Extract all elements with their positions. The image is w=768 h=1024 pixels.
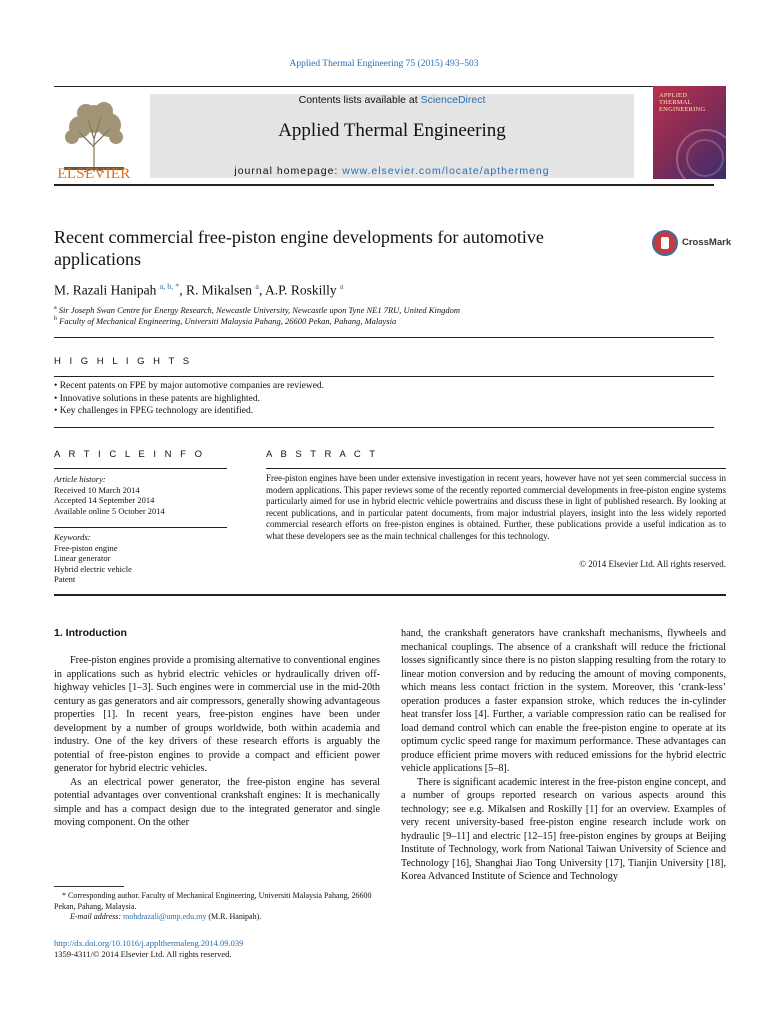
author-affil-marker[interactable]: a	[340, 282, 344, 291]
abstract-heading: A B S T R A C T	[266, 449, 379, 460]
doi-link[interactable]: http://dx.doi.org/10.1016/j.applthermaleng.2014.09.039	[54, 938, 244, 948]
keyword: Patent	[54, 574, 76, 584]
affiliation-marker: b	[54, 316, 57, 323]
author-list: M. Razali Hanipah $^{a, b, *}$, R. Mikalsen $^a$, A.P. Roskilly $^a$	[54, 282, 344, 298]
sciencedirect-link[interactable]: ScienceDirect	[420, 94, 486, 106]
affiliation	[54, 305, 460, 315]
highlight-item: • Recent patents on FPE by major automotive companies are reviewed.	[54, 380, 324, 393]
footnote-rule	[54, 886, 124, 887]
email-suffix: (M.R. Hanipah).	[206, 912, 262, 921]
email-line	[54, 912, 380, 923]
paragraph: hand, the crankshaft generators have crankshaft mechanisms, flywheels and mechanical couplings. The absence of a crankshaft will reduce the frictional losses significantly since there is no piston slapping resulting from the rotary to linear motion conversion and by reducing the amount of moving components, which means less contact friction in the system. Moreover, this ‘crank-less’ operation produces a faster expansion stroke, which reduces the in-cylinder heat transfer loss [4]. Further, a variable compression ratio can be realised for load demand control which can enable the free-piston engine to operate at its optimum cyclic speed range for maximum performance. These advantages can produce efficient prime movers with reduced emissions for the hybrid electric vehicle applications [5–8].	[401, 628, 726, 774]
keywords-label: Keywords:	[54, 532, 91, 542]
footnote	[54, 891, 380, 923]
crossmark-icon	[652, 230, 678, 256]
highlights-rule	[54, 376, 714, 377]
right-column	[401, 627, 726, 884]
journal-name: Applied Thermal Engineering	[278, 120, 506, 141]
affiliation-text: Sir Joseph Swan Centre for Energy Research, Newcastle University, Newcastle upon Tyne NE1 7RU, United Kingdom	[58, 305, 460, 315]
abstract-text: Free-piston engines have been under extensive investigation in recent years, however have not yet seen commercial success in modern applications. This paper reviews some of the recently reported commercial developments in free-piston engine systems particularly aimed for use in hybrid electric vehicle powertrains and discuss these in light of published research. By looking at recent publications, and in particular patent documents, from major industrial players, insight into the less widely reported commercial research efforts on free-piston engines is obtained. Further, these publications provide a useful indication as to what these developers see as the main technical challenges for this technology.	[266, 473, 726, 541]
email-label: E-mail address:	[70, 912, 124, 921]
header-top-rule	[54, 86, 714, 87]
cover-title	[659, 93, 705, 113]
article-title: Recent commercial free-piston engine developments for automotive applications	[54, 227, 544, 269]
keyword: Free-piston engine	[54, 542, 118, 553]
homepage-prefix: journal homepage:	[234, 165, 343, 177]
highlight-item: • Innovative solutions in these patents are highlighted.	[54, 393, 324, 406]
homepage-link[interactable]: www.elsevier.com/locate/apthermeng	[342, 165, 550, 177]
author-affil-marker[interactable]: a	[255, 282, 259, 291]
affiliation-text: Faculty of Mechanical Engineering, Universiti Malaysia Pahang, 26600 Pekan, Pahang, Malaysia	[59, 316, 397, 326]
author-affil-marker[interactable]: a, b, *	[159, 282, 180, 291]
history-item: Received 10 March 2014	[54, 484, 140, 495]
abstract-copyright: © 2014 Elsevier Ltd. All rights reserved.	[579, 559, 726, 569]
cover-decoration	[686, 139, 724, 177]
affiliation	[54, 316, 396, 326]
history-item: Available online 5 October 2014	[54, 505, 165, 516]
corresponding-note: * Corresponding author. Faculty of Mechanical Engineering, Universiti Malaysia Pahang, 26600 Pekan, Pahang, Malaysia.	[54, 891, 372, 911]
highlight-item: • Key challenges in FPEG technology are identified.	[54, 405, 324, 418]
homepage-line	[150, 165, 634, 177]
abstract-bottom-rule	[54, 594, 726, 596]
journal-cover-image[interactable]	[653, 86, 726, 179]
article-info-rule	[54, 468, 227, 469]
history-item: Accepted 14 September 2014	[54, 495, 155, 505]
affiliation-marker: a	[54, 305, 57, 312]
keyword: Linear generator	[54, 553, 111, 563]
author-name: R. Mikalsen	[186, 282, 253, 298]
cover-title-line: APPLIED	[659, 92, 688, 99]
left-column	[54, 654, 380, 830]
keyword: Hybrid electric vehicle	[54, 563, 132, 574]
paragraph: As an electrical power generator, the free-piston engine has several potential advantages over conventional crankshaft engines: It is mechanically simple and has a compact design due to the integrated generator and single moving component. On the other	[54, 776, 380, 828]
cover-title-line: THERMAL	[659, 98, 692, 106]
affiliation-rule	[54, 337, 714, 338]
highlights-list	[54, 380, 324, 418]
journal-header-box	[150, 94, 634, 178]
history-label: Article history:	[54, 474, 106, 484]
cover-title-line: ENGINEERING	[659, 105, 706, 113]
contents-prefix: Contents lists available at	[298, 94, 421, 106]
crossmark-badge[interactable]	[652, 230, 732, 256]
article-info-heading: A R T I C L E I N F O	[54, 449, 205, 460]
highlights-heading: H I G H L I G H T S	[54, 356, 193, 367]
header-bottom-rule	[54, 184, 714, 186]
article-history	[54, 474, 165, 516]
highlights-bottom-rule	[54, 427, 714, 428]
citation-line[interactable]: Applied Thermal Engineering 75 (2015) 493–503	[289, 59, 479, 69]
publisher-wordmark: ELSEVIER	[57, 166, 131, 182]
contents-line	[150, 94, 634, 106]
author-name: A.P. Roskilly	[265, 282, 337, 298]
section-heading: 1. Introduction	[54, 627, 127, 639]
abstract-rule	[266, 468, 726, 469]
crossmark-label: CrossMark	[682, 237, 732, 248]
author-name: M. Razali Hanipah	[54, 282, 157, 298]
issn-line: 1359-4311/© 2014 Elsevier Ltd. All rights reserved.	[54, 949, 232, 959]
keywords-rule	[54, 527, 227, 528]
email-link[interactable]: mohdrazali@ump.edu.my	[123, 912, 207, 921]
paragraph: There is significant academic interest in the free-piston engine concept, and a number of groups reported research on various aspects around this technology; see e.g. Mikalsen and Roskilly [1] for an overview. Examples of very recent university-based free-piston engine research include work on hydraulic [9–11] and electric [12–15] free-piston engines by groups at Beijing Institute of Technology, work from National Taiwan University of Science and Technology [16], Shanghai Jiao Tong University [17], Tianjin University [18], Korea Advanced Institute of Science and Technology	[401, 776, 726, 882]
keywords-block	[54, 532, 132, 585]
paragraph: Free-piston engines provide a promising alternative to conventional engines in applications such as hybrid electric vehicles or hydraulically driven off-highway vehicles [1–3]. Such engines were in commercial use in the mid-20th century as gas generators and air compressors, generally showing advantageous properties [1]. In recent years, free-piston engines have been under development by a number of groups worldwide, both within academia and industry. One of the key drivers of these research efforts is arguably the potential of free-piston engines to provide a compact and efficient power generator for hybrid electric vehicles.	[54, 655, 380, 774]
